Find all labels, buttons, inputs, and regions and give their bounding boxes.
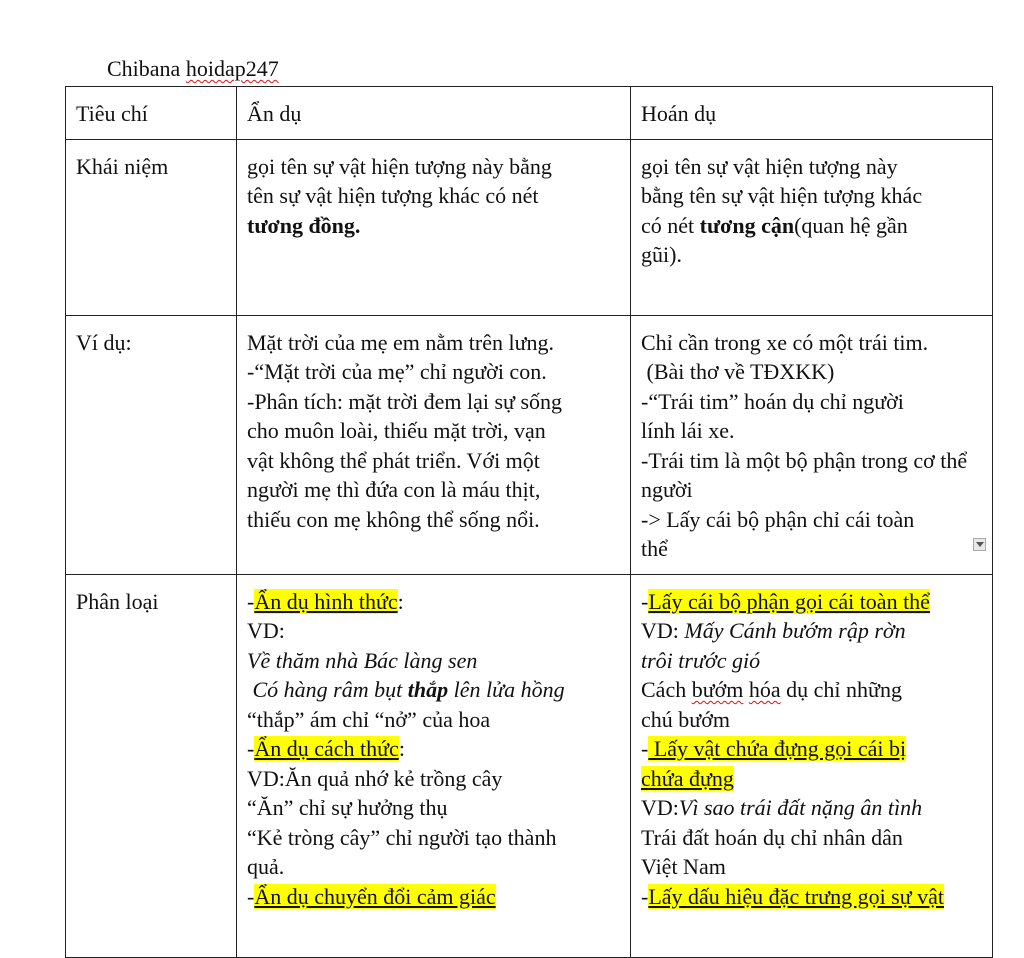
text-line: -Trái tim là một bộ phận trong cơ thể <box>641 447 968 473</box>
bold-term: thắp <box>407 677 449 702</box>
text-line: tên sự vật hiện tượng khác có nét <box>247 183 539 208</box>
text-line: Chỉ cần trong xe có một trái tim. <box>641 329 929 355</box>
header-metaphor[interactable]: Ẩn dụ <box>237 87 631 140</box>
example-label[interactable]: Ví dụ: <box>66 315 237 574</box>
text-line: Mặt trời của mẹ em nằm trên lưng. <box>247 329 555 355</box>
text-line: “thắp” ám chỉ “nở” của hoa <box>247 706 491 732</box>
poem-line: trôi trước gió <box>641 647 761 673</box>
text-line: bằng tên sự vật hiện tượng khác <box>641 183 923 208</box>
table-row-classification <box>66 574 993 957</box>
definition-metonymy-cell[interactable] <box>631 139 993 315</box>
text-line: VD: <box>247 618 285 643</box>
document-header <box>107 55 279 83</box>
bold-term: tương cận <box>699 212 795 238</box>
poem-line: lên lửa hồng <box>448 677 565 702</box>
text-fragment: VD: <box>641 618 685 643</box>
text-line: “Kẻ tròng cây” chỉ người tạo thành <box>247 824 557 850</box>
classification-label[interactable]: Phân loại <box>66 574 237 957</box>
text-line: -> Lấy cái bộ phận chỉ cái toàn <box>641 506 915 532</box>
table-row-example <box>66 315 993 574</box>
highlighted-heading: Ẩn dụ hình thức <box>254 588 398 614</box>
poem-line: Vì sao trái đất nặng ân tình <box>678 795 923 820</box>
poem-line: Về thăm nhà Bác làng sen <box>247 647 478 673</box>
example-metonymy-cell[interactable] <box>631 315 993 574</box>
text-line: gọi tên sự vật hiện tượng này bằng <box>247 153 552 179</box>
text-line: Việt Nam <box>641 854 726 879</box>
text-line: thiếu con mẹ không thể sống nổi. <box>247 506 540 532</box>
highlighted-heading: Lấy dấu hiệu đặc trưng gọi sự vật <box>648 883 945 909</box>
poem-line: Có hàng râm bụt <box>247 677 408 702</box>
text-line: người mẹ thì đứa con là máu thịt, <box>247 477 541 502</box>
highlighted-heading: Lấy cái bộ phận gọi cái toàn thể <box>648 588 930 614</box>
table-dropdown-handle-icon[interactable] <box>973 538 986 551</box>
highlighted-heading: chứa đựng <box>641 765 734 791</box>
text-fragment: có nét <box>641 212 700 238</box>
text-line: -“Mặt trời của mẹ” chỉ người con. <box>247 359 547 384</box>
spellcheck-word: hóa <box>748 677 781 702</box>
text-line: cho muôn loài, thiếu mặt trời, vạn <box>247 418 546 443</box>
comparison-table <box>65 86 993 958</box>
text-line: quả. <box>247 854 285 879</box>
text-line: chú bướm <box>641 706 730 732</box>
spellcheck-word: bướm <box>691 677 744 702</box>
highlighted-heading: Lấy vật chứa đựng gọi cái bị <box>648 736 907 761</box>
text-line: -“Trái tim” hoán dụ chỉ người <box>641 388 904 414</box>
text-fragment: dụ chỉ những <box>780 677 902 702</box>
text-line: thể <box>641 536 668 561</box>
text-fragment: VD: <box>641 795 679 820</box>
text-line: gọi tên sự vật hiện tượng này <box>641 153 898 179</box>
example-metaphor-cell[interactable] <box>237 315 631 574</box>
source-name: hoidap247 <box>185 56 279 81</box>
bold-term: tương đồng. <box>247 212 361 238</box>
highlighted-heading: Ẩn dụ cách thức <box>254 736 399 761</box>
text-line: Trái đất hoán dụ chỉ nhân dân <box>641 824 903 850</box>
text-line: (Bài thơ về TĐXKK) <box>641 359 835 384</box>
poem-line: Mấy Cánh bướm rập rờn <box>684 618 906 643</box>
text-line: gũi). <box>641 242 682 267</box>
header-criteria[interactable]: Tiêu chí <box>66 87 237 140</box>
text-line: “Ăn” chỉ sự hưởng thụ <box>247 795 448 820</box>
table-row-definition <box>66 139 993 315</box>
text-fragment: Cách <box>641 677 692 702</box>
text-fragment: (quan hệ gần <box>794 212 908 238</box>
definition-label[interactable]: Khái niệm <box>66 139 237 315</box>
author-name: Chibana <box>107 56 181 81</box>
table-header-row <box>66 87 993 140</box>
text-line: vật không thể phát triển. Với một <box>247 447 540 473</box>
text-line: người <box>641 477 693 502</box>
highlighted-heading: Ẩn dụ chuyển đổi cảm giác <box>254 883 496 909</box>
classification-metonymy-cell[interactable]: -Lấy cái bộ phận gọi cái toàn thể VD: Mấy Cánh bướm rập rờn trôi trước gió Cách bướm hóa dụ chỉ những chú bướm - Lấy vật chứa đựng gọi cái bị chứa đựng VD:Vì sao trái đất nặng ân tình Trái đất hoán dụ chỉ nhân dân Việt Nam -Lấy dấu hiệu đặc trưng gọi sự vật <box>631 574 993 957</box>
text-line: -Phân tích: mặt trời đem lại sự sống <box>247 388 563 414</box>
header-metonymy[interactable]: Hoán dụ <box>631 87 993 140</box>
text-line: VD:Ăn quả nhớ kẻ trồng cây <box>247 765 503 791</box>
definition-metaphor-cell[interactable] <box>237 139 631 315</box>
classification-metaphor-cell[interactable]: -Ẩn dụ hình thức: VD: Về thăm nhà Bác làng sen Có hàng râm bụt thắp lên lửa hồng “thắp” ám chỉ “nở” của hoa -Ẩn dụ cách thức: VD:Ăn quả nhớ kẻ trồng cây “Ăn” chỉ sự hưởng thụ “Kẻ tròng cây” chỉ người tạo thành quả. -Ẩn dụ chuyển đổi cảm giác <box>237 574 631 957</box>
text-line: lính lái xe. <box>641 418 735 443</box>
